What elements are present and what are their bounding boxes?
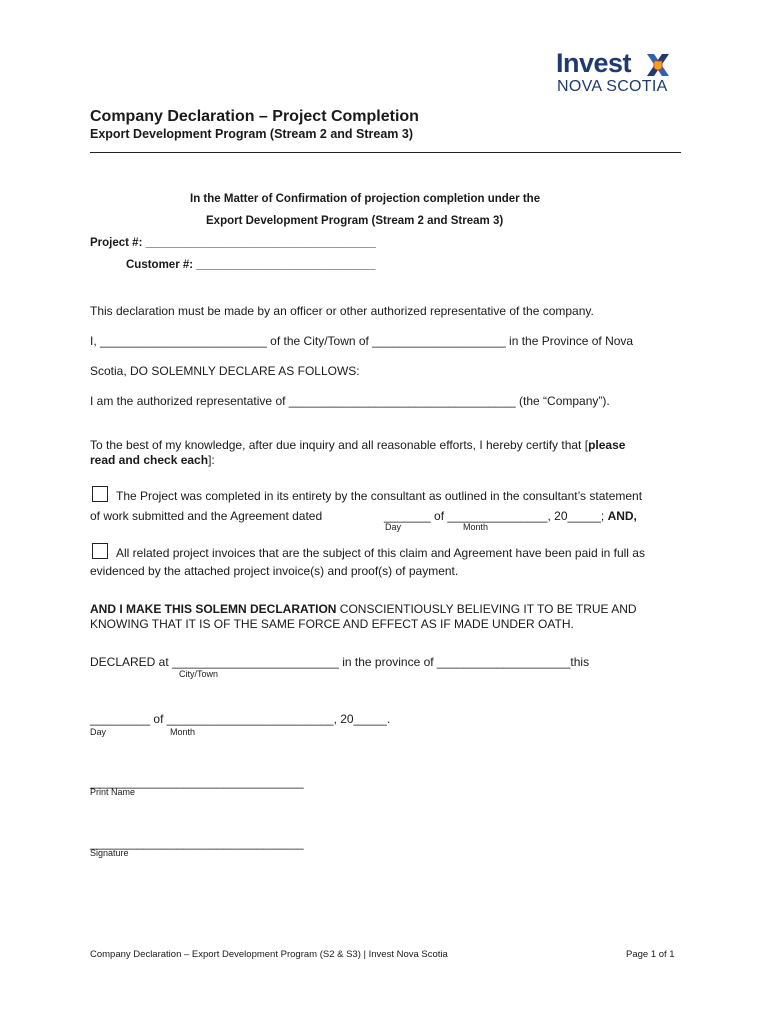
title-divider (90, 152, 681, 153)
solemn-line-1 (90, 602, 637, 616)
certify-bracket: ]: (208, 453, 215, 467)
agreement-date-blanks: _______ of _______________, 20_____; (384, 509, 605, 523)
print-name-label: Print Name (90, 787, 136, 797)
certify-line-2 (90, 453, 215, 467)
declared-at-line[interactable]: DECLARED at _________________________ in the province of ____________________this (90, 655, 590, 669)
solemnly-declare-line: Scotia, DO SOLEMNLY DECLARE AS FOLLOWS: (90, 364, 360, 378)
check2-line-2: evidenced by the attached project invoice(s) and proof(s) of payment. (90, 564, 459, 578)
check1-line-2-text: of work submitted and the Agreement dated (90, 509, 323, 523)
project-number-field[interactable]: Project #: ____________________________________ (90, 237, 376, 249)
print-name-line[interactable]: ________________________________ (90, 775, 304, 789)
logo-word-invest: Invest (556, 48, 632, 78)
label-month: Month (463, 522, 489, 532)
label-month-2: Month (170, 727, 196, 737)
footer-document-title: Company Declaration – Export Development Program (S2 & S3) | Invest Nova Scotia (90, 949, 448, 960)
check2-line-1: All related project invoices that are the subject of this claim and Agreement have been paid in full as (116, 546, 645, 560)
certify-emphasis: please (588, 438, 626, 452)
signature-label: Signature (90, 848, 129, 858)
declarant-line[interactable]: I, _________________________ of the City/Town of ____________________ in the Province of Nova (90, 334, 634, 348)
solemn-emphasis: AND I MAKE THIS SOLEMN DECLARATION (90, 602, 337, 616)
page-title: Company Declaration – Project Completion (90, 108, 419, 125)
signature-line[interactable]: ________________________________ (90, 836, 304, 850)
and-keyword: AND, (607, 509, 637, 523)
certify-text: To the best of my knowledge, after due inquiry and all reasonable efforts, I hereby certify that [ (90, 438, 589, 452)
solemn-text: CONSCIENTIOUSLY BELIEVING IT TO BE TRUE AND (336, 602, 637, 616)
certify-instruction: read and check each (90, 453, 209, 467)
invest-nova-scotia-logo (556, 48, 674, 98)
matter-line-1: In the Matter of Confirmation of projection completion under the (190, 193, 541, 205)
label-day-2: Day (90, 727, 107, 737)
label-city-town: City/Town (179, 669, 219, 679)
logo-x-mark-icon (645, 52, 671, 78)
declared-date-line[interactable]: _________ of _________________________, 20_____. (90, 712, 391, 726)
customer-number-field[interactable]: Customer #: ____________________________ (126, 259, 376, 271)
certify-line-1 (90, 438, 625, 452)
declaration-note: This declaration must be made by an officer or other authorized representative of the company. (90, 304, 594, 318)
page-subtitle: Export Development Program (Stream 2 and Stream 3) (90, 127, 414, 141)
label-day: Day (385, 522, 402, 532)
footer-page-number: Page 1 of 1 (626, 949, 675, 960)
matter-line-2: Export Development Program (Stream 2 and Stream 3) (206, 215, 504, 227)
project-completed-checkbox[interactable] (92, 486, 108, 502)
representative-line[interactable]: I am the authorized representative of __________________________________ (the “Company”). (90, 394, 610, 408)
solemn-line-2: KNOWING THAT IT IS OF THE SAME FORCE AND EFFECT AS IF MADE UNDER OATH. (90, 617, 574, 631)
agreement-date-field[interactable] (384, 509, 637, 523)
logo-word-nova-scotia: NOVA SCOTIA (557, 78, 668, 95)
invoices-paid-checkbox[interactable] (92, 543, 108, 559)
check1-line-1: The Project was completed in its entirety by the consultant as outlined in the consultant’s statement (116, 489, 643, 503)
